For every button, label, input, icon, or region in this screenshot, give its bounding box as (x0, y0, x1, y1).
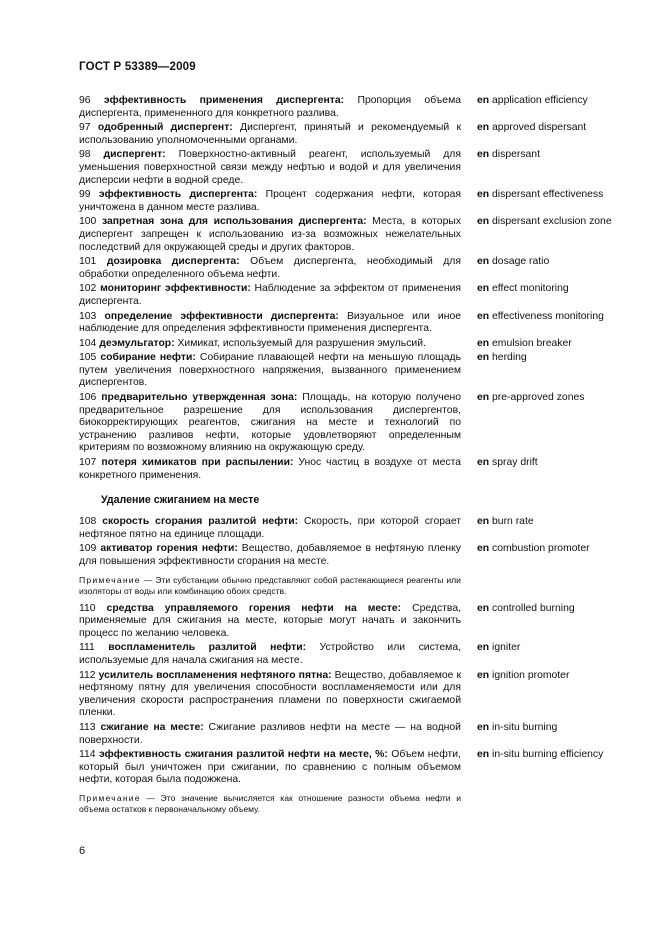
english-term: in-situ burning efficiency (492, 749, 604, 761)
term-entry (79, 670, 639, 720)
term-entry (79, 256, 639, 281)
english-term: dispersant exclusion zone (492, 216, 612, 228)
note-2 (79, 793, 461, 815)
term-definition (79, 392, 461, 455)
english-term: ignition promoter (492, 669, 570, 681)
term-entry (79, 283, 639, 308)
term-number: 103 (79, 310, 97, 322)
english-term: effect monitoring (492, 283, 569, 295)
term-definition (79, 216, 461, 254)
definition-text: Вещество, добавляемое в нефтяную пленку для повышения эффективности сгорания на месте. (79, 543, 461, 567)
definition-text: Собирание плавающей нефти на меньшую площадь путем увеличения поверхностного напряжения, вызванного применением диспергентов. (79, 352, 461, 389)
english-equivalent (477, 283, 627, 308)
language-code: en (477, 149, 490, 161)
english-equivalent (477, 352, 627, 390)
definition-text: Визуальное или иное наблюдение для определения эффективности применения диспергента. (79, 310, 461, 335)
term-number: 100 (79, 216, 97, 228)
term-name: диспергент: (103, 149, 166, 161)
term-number: 101 (79, 256, 97, 268)
term-definition (79, 122, 461, 147)
english-term: pre-approved zones (492, 392, 585, 404)
term-definition (79, 256, 461, 281)
term-name: определение эффективности диспергента: (104, 310, 339, 322)
note-label: Примечание (79, 574, 141, 585)
term-number: 112 (79, 669, 96, 681)
term-name: дозировка диспергента: (106, 256, 240, 268)
term-definition (79, 95, 461, 120)
note-text: — Это значение вычисляется как отношение разности объема нефти и объема остатков к первоначальному объему. (79, 792, 461, 814)
term-name: воспламенитель разлитой нефти: (108, 642, 307, 654)
term-entry (79, 543, 639, 568)
term-entry (79, 392, 639, 455)
term-name: собирание нефти: (100, 352, 196, 364)
term-entry (79, 722, 639, 747)
term-name: потеря химикатов при распылении: (101, 457, 294, 469)
english-equivalent (477, 311, 627, 336)
english-term: dosage ratio (492, 256, 550, 268)
english-equivalent (477, 722, 627, 747)
terms-list (79, 95, 639, 821)
language-code: en (477, 642, 490, 654)
term-number: 114 (79, 749, 96, 761)
english-equivalent (477, 543, 627, 568)
term-name: мониторинг эффективности: (100, 283, 251, 295)
document-header: ГОСТ Р 53389—2009 (79, 61, 196, 73)
term-entry (79, 352, 639, 390)
term-entry (79, 189, 639, 214)
term-number: 111 (79, 642, 95, 654)
english-term: approved dispersant (492, 122, 587, 134)
english-term: spray drift (492, 457, 538, 469)
term-number: 98 (79, 149, 91, 161)
language-code: en (477, 543, 490, 555)
term-name: активатор горения нефти: (100, 543, 238, 555)
english-equivalent (477, 189, 627, 214)
term-entry (79, 749, 639, 787)
term-definition (79, 283, 461, 308)
term-entry (79, 457, 639, 482)
term-definition (79, 722, 461, 747)
language-code: en (477, 602, 490, 614)
term-entry (79, 516, 639, 541)
term-entry (79, 216, 639, 254)
english-term: application efficiency (492, 95, 588, 106)
term-name: эффективность диспергента: (98, 189, 258, 201)
language-code: en (477, 283, 490, 295)
section-title: Удаление сжиганием на месте (101, 494, 260, 507)
term-name: эффективность применения диспергента: (103, 95, 345, 106)
term-name: усилитель воспламенения нефтяного пятна: (98, 669, 332, 681)
english-equivalent (477, 122, 627, 147)
language-code: en (477, 256, 490, 268)
term-definition (79, 603, 461, 641)
term-definition (79, 311, 461, 336)
english-equivalent (477, 516, 627, 541)
term-number: 109 (79, 543, 97, 555)
definition-text: Вещество, добавляемое к нефтяному пятну для увеличения способности воспламеняемости или для увеличения скорости распространения пламени по поверхности сжигаемой пленки. (79, 669, 461, 719)
english-term: herding (492, 352, 527, 364)
english-equivalent (477, 149, 627, 187)
english-equivalent (477, 749, 627, 787)
definition-text: Площадь, на которую получено предварительное разрешение для использования диспергентов, биокорректирующих реагентов, сжигания на месте и технологий по устранению разливов нефти, которые удовлетворяют определенным критериям по возможному влиянию на окружающую среду. (79, 392, 461, 454)
english-equivalent (477, 642, 627, 667)
term-name: сжигание на месте: (100, 721, 204, 733)
definition-text: Средства, применяемые для сжигания на месте, которые могут начать и закончить процесс по желанию человека. (79, 602, 462, 639)
definition-text: Диспергент, принятый и рекомендуемый к использованию уполномоченными органами. (79, 122, 461, 146)
english-equivalent (477, 670, 627, 720)
term-definition (79, 457, 461, 482)
definition-text: Наблюдение за эффектом от применения диспергента. (79, 283, 461, 307)
english-term: dispersant effectiveness (492, 189, 604, 201)
note-label: Примечание (79, 792, 141, 803)
term-entry (79, 642, 639, 667)
term-entry (79, 149, 639, 187)
term-number: 97 (79, 122, 91, 134)
term-name: эффективность сжигания разлитой нефти на месте, %: (98, 749, 388, 761)
term-group-burning-2 (79, 603, 639, 787)
term-definition (79, 670, 461, 720)
term-number: 96 (79, 95, 91, 106)
term-definition (79, 749, 461, 787)
definition-text: Поверхностно-активный реагент, используемый для уменьшения поверхностной связи между нефтью и водой и для увеличения дисперсии нефти в водной среде. (79, 149, 461, 186)
language-code: en (477, 392, 490, 404)
term-definition (79, 149, 461, 187)
term-entry (79, 338, 639, 351)
language-code: en (477, 310, 490, 322)
language-code: en (477, 721, 490, 733)
english-equivalent (477, 338, 627, 351)
note-text: — Эти субстанции обычно представляют собой растекающиеся реагенты или изоляторы от воды или комбинацию обоих средств. (79, 574, 461, 596)
definition-text: Унос частиц в воздухе от места конкретного применения. (79, 457, 462, 481)
term-definition (79, 543, 461, 568)
term-definition (79, 516, 461, 541)
language-code: en (477, 669, 490, 681)
english-equivalent (477, 603, 627, 641)
page-number: 6 (79, 845, 86, 857)
language-code: en (477, 352, 490, 364)
definition-text: Устройство или система, используемые для начала сжигания на месте. (79, 642, 461, 666)
english-term: controlled burning (492, 602, 575, 614)
note-1 (79, 575, 461, 597)
english-equivalent (477, 256, 627, 281)
term-number: 104 (79, 337, 97, 349)
english-term: effectiveness monitoring (492, 310, 604, 322)
term-number: 110 (79, 602, 96, 614)
term-number: 99 (79, 189, 91, 201)
definition-text: Сжигание разливов нефти на месте — на водной поверхности. (79, 721, 461, 746)
english-term: in-situ burning (492, 721, 558, 733)
definition-text: Места, в которых диспергент запрещен к использованию из-за возможных нежелательных последствий для окружающей среды и других факторов. (79, 216, 462, 253)
term-entry (79, 122, 639, 147)
term-name: запретная зона для использования диспергента: (101, 216, 367, 228)
english-equivalent (477, 392, 627, 455)
language-code: en (477, 337, 490, 349)
definition-text: Процент содержания нефти, которая уничтожена в данном месте разлива. (79, 189, 462, 213)
definition-text: Химикат, используемый для разрушения эмульсий. (174, 337, 426, 349)
definition-text: Объем диспергента, необходимый для обработки определенного объема нефти. (79, 256, 462, 280)
language-code: en (477, 457, 490, 469)
term-number: 102 (79, 283, 97, 295)
definition-text: Пропорция объема диспергента, примененного для конкретного разлива. (79, 95, 461, 119)
term-number: 105 (79, 352, 97, 364)
language-code: en (477, 95, 490, 106)
term-entry (79, 95, 639, 120)
definition-text: Скорость, при которой сгорает нефтяное пятно на единице площади. (79, 516, 462, 540)
language-code: en (477, 516, 490, 528)
term-definition (79, 352, 461, 390)
term-entry (79, 311, 639, 336)
term-name: одобренный диспергент: (97, 122, 233, 134)
term-number: 113 (79, 721, 96, 733)
term-name: предварительно утвержденная зона: (101, 392, 298, 404)
language-code: en (477, 189, 490, 201)
language-code: en (477, 216, 490, 228)
term-name: средства управляемого горения нефти на месте: (106, 602, 402, 614)
english-equivalent (477, 216, 627, 254)
term-definition (79, 189, 461, 214)
term-name: деэмульгатор: (99, 337, 175, 349)
term-group-burning-1 (79, 516, 639, 568)
definition-text: Объем нефти, который был уничтожен при сжигании, по сравнению с полным объемом нефти, которая была подожжена. (79, 749, 461, 786)
term-definition (79, 642, 461, 667)
language-code: en (477, 122, 490, 134)
term-number: 107 (79, 457, 97, 469)
term-number: 108 (79, 516, 97, 528)
term-number: 106 (79, 392, 97, 404)
term-definition (79, 338, 461, 351)
english-term: dispersant (492, 149, 540, 161)
english-term: igniter (492, 642, 521, 654)
term-entry (79, 603, 639, 641)
english-equivalent (477, 457, 627, 482)
english-equivalent (477, 95, 627, 120)
english-term: emulsion breaker (492, 337, 572, 349)
language-code: en (477, 749, 490, 761)
english-term: burn rate (492, 516, 534, 528)
term-name: скорость сгорания разлитой нефти: (102, 516, 299, 528)
english-term: combustion promoter (492, 543, 590, 555)
term-group-dispersants (79, 95, 639, 482)
